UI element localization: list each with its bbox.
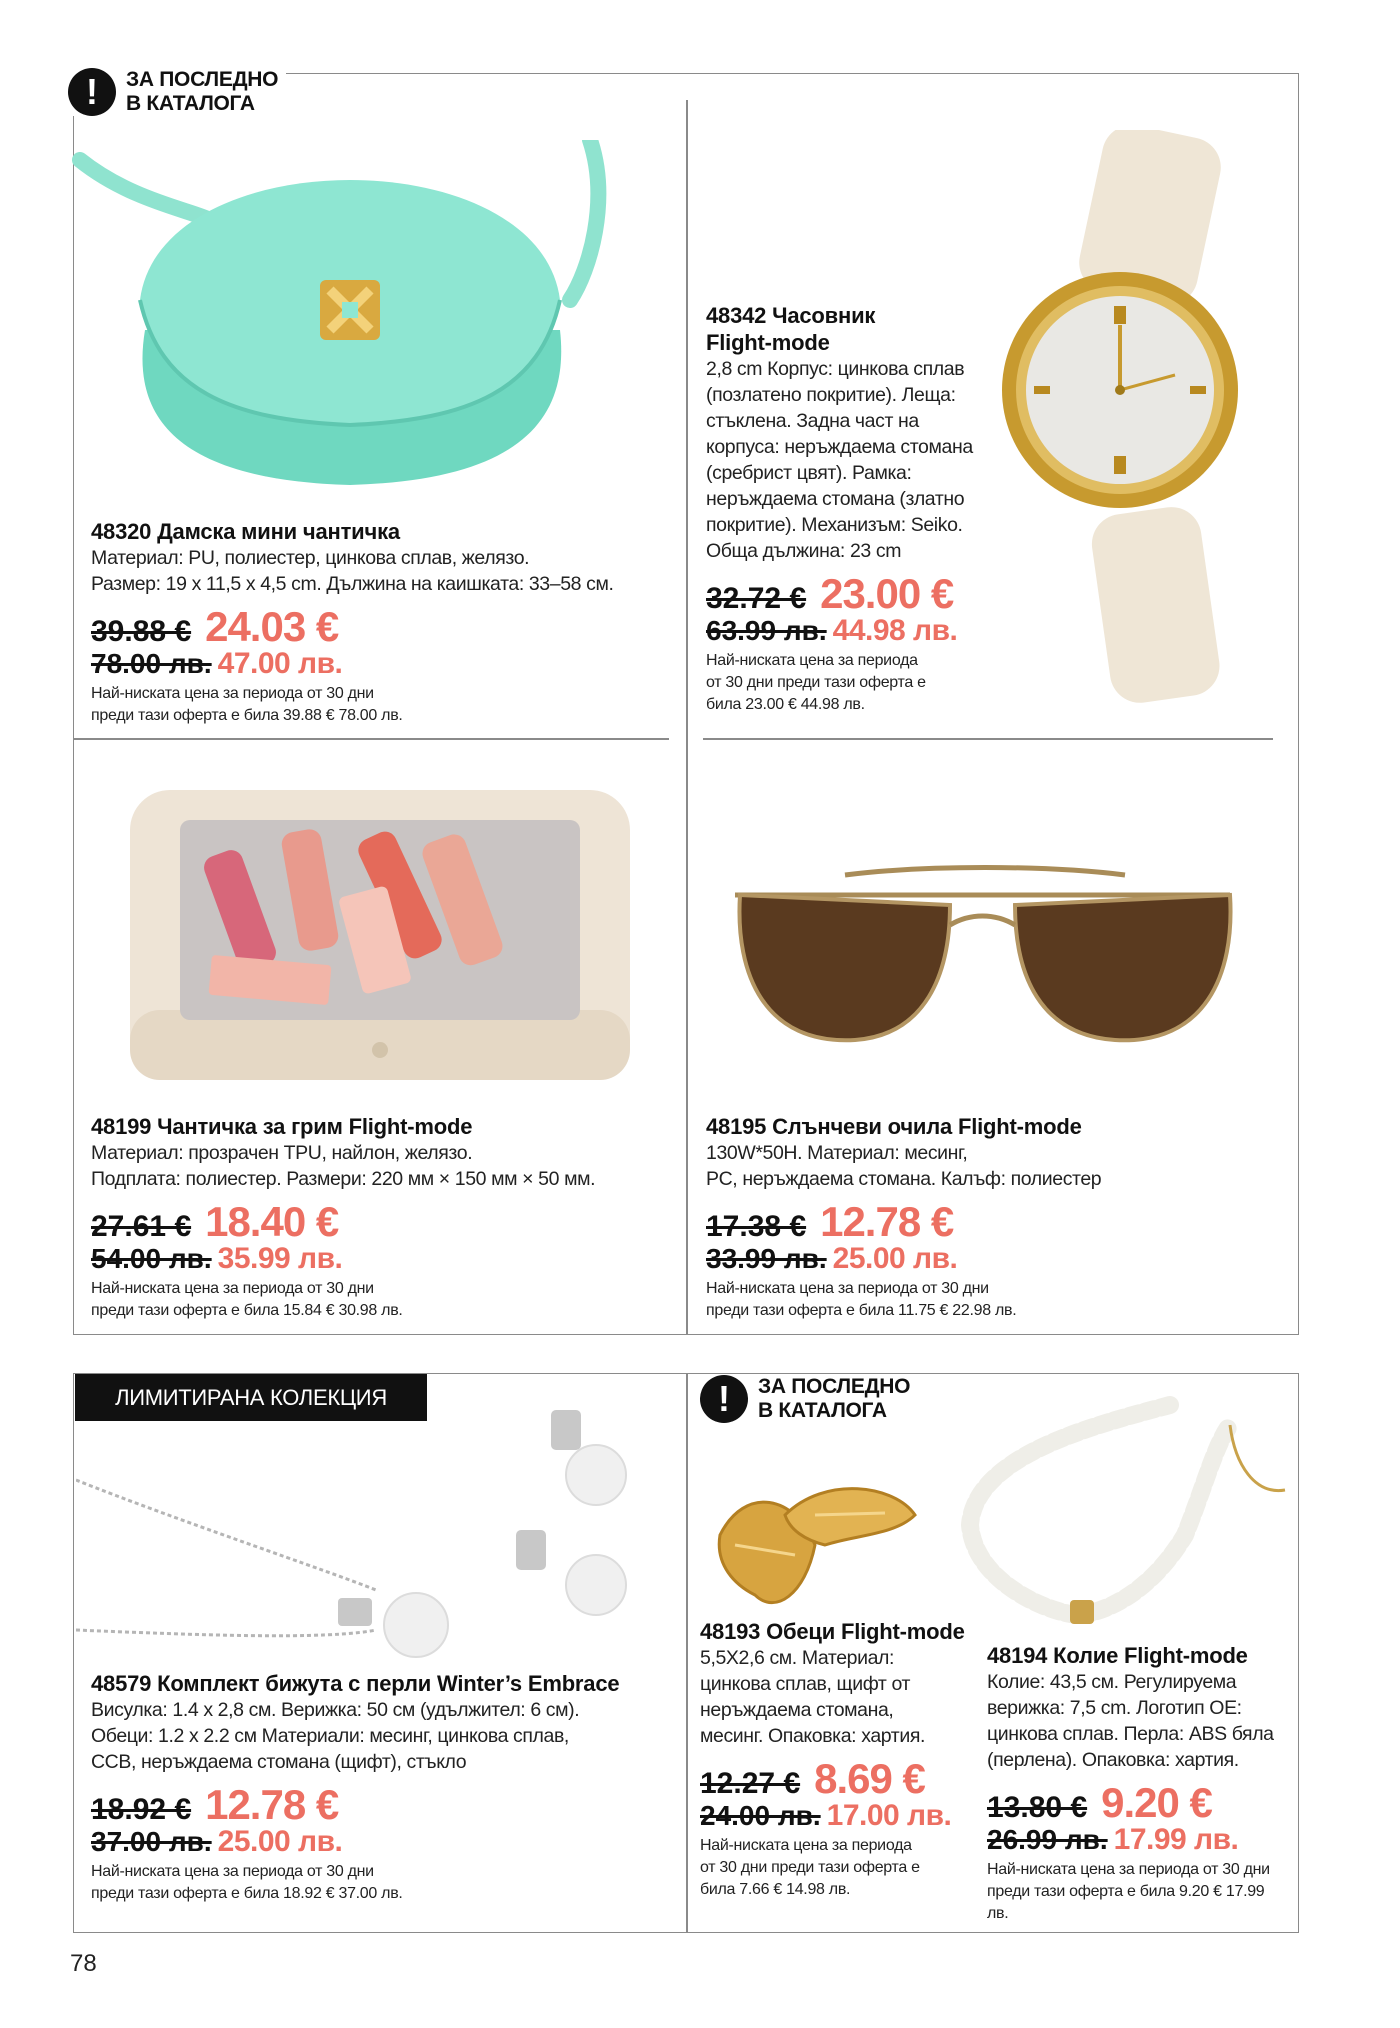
old-price-eur: 17.38 € [706,1210,807,1243]
lowest-price-note: Най-ниската цена за периода от 30 дни [91,1863,374,1880]
product-cosmetic-bag [91,1113,681,1322]
watch-image [990,130,1290,710]
product-description: Подплата: полиестер. Размери: 220 мм × 150 мм × 50 мм. [91,1168,596,1190]
lowest-price-note: била 7.66 € 14.98 лв. [700,1881,851,1898]
old-price-eur: 27.61 € [91,1210,192,1243]
product-description: Обща дължина: 23 cm [706,540,902,562]
product-description: Размер: 19 x 11,5 x 4,5 cm. Дължина на каишката: 33–58 см. [91,573,614,595]
product-description: покритие). Механизъм: Seiko. [706,514,963,536]
new-price-eur: 9.20 € [1101,1779,1212,1826]
product-description: неръждаема стомана (златно [706,488,965,510]
lowest-price-note: преди тази оферта е била 18.92 € 37.00 лв. [91,1885,403,1902]
mint-bag-image [70,140,630,520]
badge-line-2: В КАТАЛОГА [758,1399,887,1422]
old-price-eur: 13.80 € [987,1791,1088,1824]
new-price-bgn: 47.00 лв. [217,647,343,680]
new-price-eur: 12.78 € [820,1198,954,1245]
product-description: 2,8 cm Корпус: цинкова сплав [706,358,965,380]
old-price-eur: 39.88 € [91,615,192,648]
product-title: 48320 Дамска мини чантичка [91,519,400,544]
lowest-price-note: преди тази оферта е била 11.75 € 22.98 лв. [706,1302,1017,1319]
product-description: корпуса: неръждаема стомана [706,436,973,458]
top-panel-divider-right [703,738,1273,740]
lowest-price-note: от 30 дни преди тази оферта е [706,674,926,691]
product-watch [706,302,1006,716]
new-price-bgn: 17.99 лв. [1113,1823,1239,1856]
product-title: 48579 Комплект бижута с перли Winter’s Embrace [91,1671,620,1696]
product-description: 130W*50H. Материал: месинг, [706,1142,968,1164]
lowest-price-note: преди тази оферта е била 9.20 € 17.99 лв. [987,1883,1265,1922]
lowest-price-note: от 30 дни преди тази оферта е [700,1859,920,1876]
product-description: Материал: PU, полиестер, цинкова сплав, желязо. [91,547,530,569]
lowest-price-note: Най-ниската цена за периода от 30 дни [91,1280,374,1297]
product-title: 48193 Обеци Flight-mode [700,1619,965,1644]
product-bag [91,518,671,727]
product-description: PC, неръждаема стомана. Калъф: полиестер [706,1168,1102,1190]
product-necklace [987,1642,1287,1925]
new-price-eur: 24.03 € [205,603,339,650]
product-title: 48195 Слънчеви очила Flight-mode [706,1114,1082,1139]
lowest-price-note: Най-ниската цена за периода [700,1837,912,1854]
new-price-bgn: 25.00 лв. [832,1242,958,1275]
exclamation-icon: ! [700,1375,748,1423]
old-price-eur: 18.92 € [91,1793,192,1826]
product-description: стъклена. Задна част на [706,410,919,432]
old-price-bgn: 37.00 лв. [91,1826,212,1857]
lowest-price-note: Най-ниската цена за периода от 30 дни [987,1861,1270,1878]
badge-line-2: В КАТАЛОГА [126,92,255,115]
product-sunglasses [706,1113,1266,1322]
product-description: CCB, неръждаема стомана (щифт), стъкло [91,1751,467,1773]
product-title: 48199 Чантичка за грим Flight-mode [91,1114,473,1139]
pearl-jewelry-set-image [76,1400,656,1660]
product-description: неръждаема стомана, [700,1699,894,1721]
exclamation-icon: ! [68,68,116,116]
product-description: Обеци: 1.2 x 2.2 см Материали: месинг, цинкова сплав, [91,1725,569,1747]
product-description: (позлатено покритие). Леща: [706,384,956,406]
product-description: Висулка: 1.4 x 2,8 см. Верижка: 50 см (удължител: 6 см). [91,1699,580,1721]
product-description: цинкова сплав. Перла: ABS бяла [987,1723,1274,1745]
new-price-eur: 18.40 € [205,1198,339,1245]
badge-line-1: ЗА ПОСЛЕДНО [126,68,279,91]
lowest-price-note: била 23.00 € 44.98 лв. [706,696,865,713]
old-price-bgn: 63.99 лв. [706,615,827,646]
old-price-bgn: 78.00 лв. [91,648,212,679]
product-description: Материал: прозрачен TPU, найлон, желязо. [91,1142,473,1164]
sunglasses-image [725,855,1245,1055]
new-price-bgn: 17.00 лв. [826,1799,952,1832]
product-description: (сребрист цвят). Рамка: [706,462,912,484]
lowest-price-note: преди тази оферта е била 15.84 € 30.98 лв. [91,1302,403,1319]
old-price-eur: 32.72 € [706,582,807,615]
top-panel-divider-vertical [686,100,688,1335]
product-description: месинг. Опаковка: хартия. [700,1725,925,1747]
lowest-price-note: Най-ниската цена за периода от 30 дни [91,685,374,702]
product-earrings [700,1618,980,1901]
top-panel-divider-left [73,738,669,740]
product-title: 48342 Часовник [706,303,876,328]
gold-earrings-image [705,1475,955,1625]
product-description: Колие: 43,5 см. Регулируема [987,1671,1237,1693]
bottom-panel-divider-vertical [686,1373,688,1933]
product-title: 48194 Колие Flight-mode [987,1643,1248,1668]
last-in-catalog-badge [700,1375,918,1423]
product-description: верижка: 7,5 cm. Логотип OE: [987,1697,1242,1719]
old-price-bgn: 33.99 лв. [706,1243,827,1274]
new-price-bgn: 25.00 лв. [217,1825,343,1858]
new-price-eur: 12.78 € [205,1781,339,1828]
product-description: цинкова сплав, щифт от [700,1673,911,1695]
old-price-eur: 12.27 € [700,1767,801,1800]
pearl-necklace-image [955,1385,1300,1655]
lowest-price-note: Най-ниската цена за периода от 30 дни [706,1280,989,1297]
limited-collection-label: ЛИМИТИРАНА КОЛЕКЦИЯ [75,1374,427,1421]
lowest-price-note: преди тази оферта е била 39.88 € 78.00 лв. [91,707,403,724]
new-price-bgn: 44.98 лв. [832,614,958,647]
badge-line-1: ЗА ПОСЛЕДНО [758,1375,911,1398]
last-in-catalog-badge [68,68,286,116]
new-price-eur: 23.00 € [820,570,954,617]
page-number: 78 [70,1950,97,1977]
new-price-eur: 8.69 € [814,1755,925,1802]
product-description: 5,5X2,6 см. Материал: [700,1647,895,1669]
old-price-bgn: 54.00 лв. [91,1243,212,1274]
product-description: (перлена). Опаковка: хартия. [987,1749,1239,1771]
cosmetic-bag-image [120,770,640,1090]
old-price-bgn: 26.99 лв. [987,1824,1108,1855]
new-price-bgn: 35.99 лв. [217,1242,343,1275]
product-title: Flight-mode [706,330,830,355]
product-pearl-set [91,1670,681,1905]
old-price-bgn: 24.00 лв. [700,1800,821,1831]
lowest-price-note: Най-ниската цена за периода [706,652,918,669]
